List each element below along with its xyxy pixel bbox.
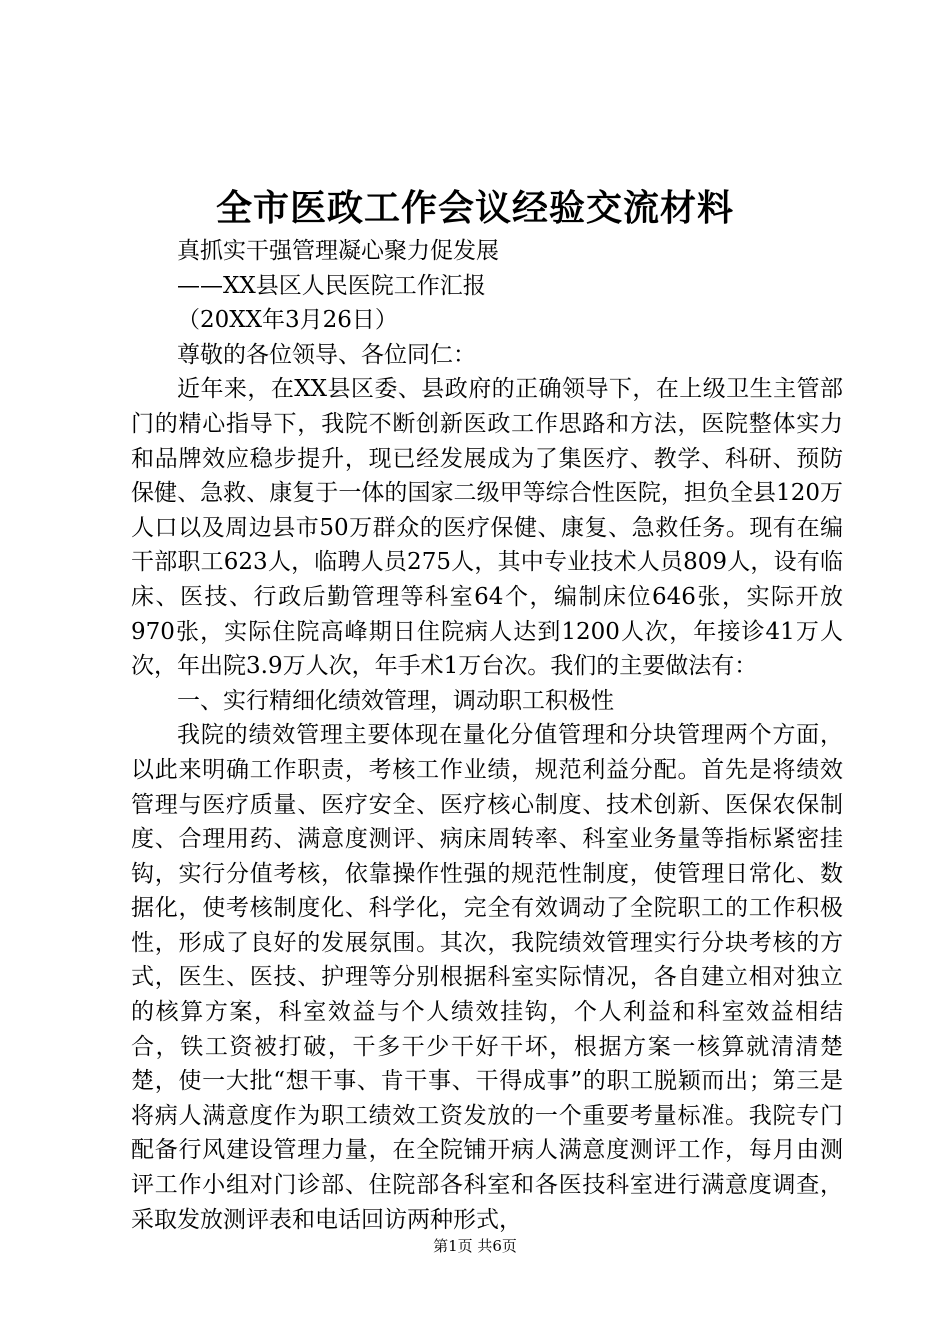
body-paragraph: 近年来，在XX县区委、县政府的正确领导下，在上级卫生主管部门的精心指导下，我院不断创新医政工作思路和方法，医院整体实力和品牌效应稳步提升，现已经发展成为了集医疗、教学、科研、预防保健、急救、康复于一体的国家二级甲等综合性医院，担负全县120万人口以及周边县市50万群众的医疗保健、康复、急救任务。现有在编干部职工623人，临聘人员275人，其中专业技术人员809人，设有临床、医技、行政后勤管理等科室64个，编制床位646张，实际开放970张，实际住院高峰期日住院病人达到1200人次，年接诊41万人次，年出院3.9万人次，年手术1万台次。我们的主要做法有： <box>131 376 843 680</box>
report-date: （20XX年3月26日） <box>177 307 398 334</box>
subtitle-source: ——XX县区人民医院工作汇报 <box>177 272 486 299</box>
subtitle: 真抓实干强管理凝心聚力促发展 <box>177 238 499 264</box>
document-body <box>131 234 843 1237</box>
document-title: 全市医政工作会议经验交流材料 <box>215 187 734 229</box>
section-heading: 一、实行精细化绩效管理，调动职工积极性 <box>177 687 614 714</box>
salutation: 尊敬的各位领导、各位同仁： <box>177 341 476 368</box>
body-paragraph: 我院的绩效管理主要体现在量化分值管理和分块管理两个方面，以此来明确工作职责，考核工作业绩，规范利益分配。首先是将绩效管理与医疗质量、医疗安全、医疗核心制度、技术创新、医保农保制度、合理用药、满意度测评、病床周转率、科室业务量等指标紧密挂钩，实行分值考核，依靠操作性强的规范性制度，使管理日常化、数据化，使考核制度化、科学化，完全有效调动了全院职工的工作积极性，形成了良好的发展氛围。其次，我院绩效管理实行分块考核的方式，医生、医技、护理等分别根据科室实际情况，各自建立相对独立的核算方案，科室效益与个人绩效挂钩，个人利益和科室效益相结合，铁工资被打破，干多干少干好干坏，根据方案一核算就清清楚楚，使一大批“想干事、肯干事、干得成事”的职工脱颖而出；第三是将病人满意度作为职工绩效工资发放的一个重要考量标准。我院专门配备行风建设管理力量，在全院铺开病人满意度测评工作，每月由测评工作小组对门诊部、住院部各科室和各医技科室进行满意度调查，采取发放测评表和电话回访两种形式， <box>131 722 843 1233</box>
page-footer: 第1页 共6页 <box>433 1237 517 1255</box>
